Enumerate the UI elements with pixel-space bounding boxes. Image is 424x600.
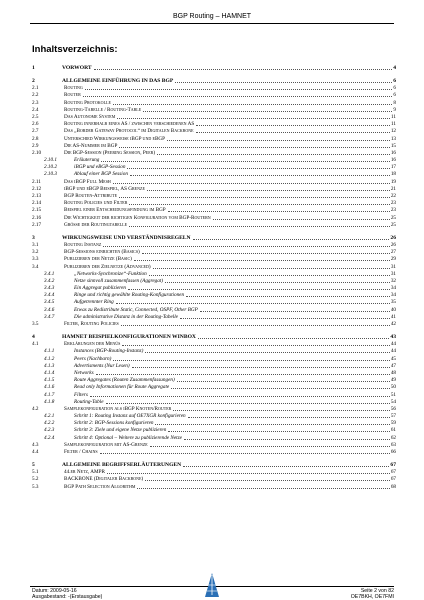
toc-entry-label: Die administrative Distanz in der Routing-Tabelle [74,313,178,320]
toc-entry-label: Routing-Table [74,398,104,405]
toc-entry-page: 57 [390,413,396,420]
toc-leader-dots [130,175,390,176]
toc-entry-number: 4.1.6 [44,384,55,391]
toc-entry-number: 4.1 [32,341,39,348]
toc-entry-page: 42 [390,321,396,327]
toc-leader-dots [119,197,390,198]
toc-leader-dots [196,125,390,126]
toc-entry[interactable] [32,62,396,72]
toc-entry-page: 23 [390,207,396,214]
toc-entry[interactable] [32,314,396,321]
toc-entry-label: Grösse der Routingtabelle [64,221,128,228]
toc-entry-page: 6 [393,92,396,99]
toc-entry-number: 2.10.3 [44,171,57,178]
toc-entry-page: 40 [390,306,396,313]
toc-entry-number: 4.1.8 [44,398,55,405]
toc-entry-number: 2.5 [32,113,39,120]
toc-entry-label: Route Aggregates (Routen Zusammenfassungen) [74,377,175,384]
toc-entry-label: Das „Border Gateway Protocol“ im Digitalen Backbone [64,128,194,135]
toc-entry-label: Routing-Tabelle / Routing-Table [64,106,142,113]
toc-leader-dots [168,211,390,212]
toc-leader-dots [193,239,390,240]
toc-leader-dots [100,453,390,454]
toc-entry-page: 16 [390,149,396,156]
toc-entry-number: 4.2.2 [44,420,55,427]
toc-leader-dots [113,104,393,105]
header-rule [30,23,394,24]
toc-entry-number: 4.1.1 [44,348,55,355]
toc-entry-label: Filter, Routing Policies [64,321,119,327]
toc-entry-page: 4 [393,65,396,71]
toc-leader-dots [153,268,390,269]
toc-entry-number: 4.2.3 [44,427,55,434]
toc-entry-number: 2.10 [32,149,42,156]
hamnet-logo-icon [205,573,219,597]
toc-leader-dots [119,147,389,148]
toc-entry-label: BGP-Sessions einrichten (Basics) [64,249,140,256]
toc-entry-page: 27 [390,249,396,256]
toc-entry-label: Schritt 1: Routing Instanz auf OE7XGR konfigurieren [74,413,186,420]
toc-entry-number: 3 [32,234,35,241]
toc-entry-number: 3.1 [32,241,39,248]
toc-entry-label: Etwas zu Redistribute Static, Connected, OSPF, Other BGP [74,306,198,313]
toc-leader-dots [168,431,390,432]
toc-entry-page: 62 [390,434,396,441]
toc-leader-dots [188,417,390,418]
toc-entry-page: 34 [390,285,396,292]
toc-leader-dots [180,318,390,319]
footer-right [351,588,394,600]
toc-entry-number: 4 [32,334,35,340]
toc-leader-dots [143,111,392,112]
toc-entry-page: 41 [390,313,396,320]
toc-entry-label: Das iBGP Full Mesh [64,178,111,185]
toc-leader-dots [117,118,390,119]
toc-entry-number: 2.1 [32,85,39,92]
toc-entry-number: 2.4 [32,106,39,113]
toc-entry-label: Die AS-Nummer im BGP [64,142,118,149]
toc-entry[interactable] [32,271,396,278]
toc-entry-number: 2.3 [32,99,39,106]
toc-leader-dots [186,296,390,297]
toc-leader-dots [145,352,390,353]
toc-entry-page: 61 [390,427,396,434]
toc-entry-page: 16 [390,157,396,164]
toc-leader-dots [94,69,393,70]
toc-entry[interactable] [32,207,396,214]
toc-entry[interactable] [32,200,396,207]
toc-leader-dots [157,154,390,155]
toc-entry-label: HAMNET BEISPIELKONFIGURATIONEN WINBOX [62,334,196,340]
toc-leader-dots [173,410,389,411]
toc-entry-number: 3.4.3 [44,285,55,292]
toc-entry[interactable] [32,128,396,135]
toc-entry-label: Die BGP-Session (Peering Session, Peer) [64,149,156,156]
toc-entry-number: 2.6 [32,121,39,128]
toc-leader-dots [137,488,389,489]
toc-entry[interactable] [32,355,396,362]
toc-leader-dots [127,168,389,169]
toc-entry-label: Publizieren der Zielnetze (Advanced) [64,263,151,270]
toc-entry-page: 11 [391,113,396,120]
toc-leader-dots [113,360,389,361]
toc-leader-dots [107,473,390,474]
toc-leader-dots [196,132,390,133]
toc-entry[interactable] [32,75,396,85]
toc-entry[interactable] [32,193,396,200]
toc-leader-dots [113,183,390,184]
toc-entry-number: 3.4.7 [44,313,55,320]
toc-leader-dots [171,388,390,389]
footer-page-number: Seite 2 von 82 [360,588,394,594]
toc-entry[interactable] [32,285,396,292]
toc-entry[interactable] [32,92,396,99]
toc-entry-page: 44 [390,341,396,348]
toc-leader-dots [150,446,390,447]
toc-entry-label: Unterschied Wirkungsweise iBGP und eBGP [64,135,166,142]
toc-entry-number: 3.4.6 [44,306,55,313]
toc-entry[interactable] [32,99,396,106]
toc-entry[interactable] [32,214,396,221]
toc-leader-dots [183,466,389,467]
toc-entry-number: 4.1.5 [44,377,55,384]
toc-entry-number: 2.13 [32,193,42,199]
toc-entry-label: Erklärungen der Menüs [64,341,121,348]
toc-entry-number: 2.2 [32,92,39,99]
toc-entry-number: 2.11 [32,178,41,185]
toc-entry-page: 48 [390,369,396,376]
toc-leader-dots [142,253,390,254]
footer-authors: OE7BKH, OE7FMI [350,594,394,600]
toc-leader-dots [128,289,390,290]
toc-entry[interactable] [32,459,396,469]
toc-leader-dots [121,325,390,326]
toc-entry-page: 54 [390,398,396,405]
toc-leader-dots [155,424,389,425]
toc-entry-label: Beispiel einer Entscheidungsfindung im BGP [64,207,166,214]
toc-entry[interactable] [32,222,396,229]
toc-entry-number: 1 [32,65,35,71]
toc-entry-label: BGP Path Selection Algorithm [64,483,136,490]
toc-entry-number: 2.14 [32,200,42,207]
toc-entry[interactable] [32,321,396,328]
toc-entry-page: 31 [390,270,396,277]
toc-entry-label: Schritt 3: Ziele und eigene Netze publizieren [74,427,167,434]
toc-entry-number: 2.15 [32,207,42,214]
toc-entry-page: 47 [390,362,396,369]
toc-entry-label: Ein Aggregat publizieren [74,285,126,292]
toc-entry-number: 5.3 [32,483,39,490]
toc-entry-label: Advertisments (Nur Lesen) [74,362,130,369]
toc-entry[interactable] [32,406,396,413]
toc-entry-label: Schritt 2: BGP-Sessions konfigurieren [74,420,154,427]
toc-entry-page: 26 [390,241,396,248]
toc-entry-number: 4.4 [32,449,39,455]
toc-entry-label: Routing [64,85,83,92]
toc-entry-label: Instances (BGP-Routing-Instanz) [74,348,144,355]
toc-entry-page: 67 [390,469,396,476]
toc-entry-page: 63 [390,441,396,448]
footer-edition: Ausgabestand: -(Erstausgabe) [32,594,103,600]
toc-entry-number: 2.12 [32,185,42,192]
toc-entry-label: Routing Instanz [64,241,102,248]
footer-left [32,588,102,600]
toc-entry-number: 3.4.1 [44,270,55,277]
toc-entry-number: 3.5 [32,321,39,327]
toc-entry-page: 23 [390,200,396,207]
toc-entry-label: Ablauf einer BGP Session [74,171,128,178]
toc-entry-page: 22 [390,193,396,199]
toc-entry[interactable] [32,143,396,150]
toc-entry-page: 13 [390,135,396,142]
toc-leader-dots [106,403,390,404]
toc-entry-number: 4.1.7 [44,391,55,398]
toc-leader-dots [103,246,390,247]
toc-entry-label: Routing Policies und Filter [64,200,128,207]
toc-entry-page: 32 [390,277,396,284]
toc-entry-label: ALLGEMEINE BEGRIFFSERLÄUTERUNGEN [62,462,182,468]
toc-entry-page: 66 [390,449,396,455]
toc-entry-label: Schritt 4: Optional – Weitere zu publizierende Netze [74,434,182,441]
page-header: BGP Routing – HAMNET [172,13,252,20]
toc-entry-number: 3.3 [32,256,39,263]
toc-entry-label: Routing innerhalb eines AS / zwischen verschiedenen AS [64,121,195,128]
toc-leader-dots [122,345,389,346]
toc-entry[interactable] [32,256,396,263]
toc-entry[interactable] [32,483,396,490]
toc-entry-number: 5 [32,462,35,468]
toc-entry-number: 4.1.2 [44,355,55,362]
toc-entry[interactable] [32,449,396,456]
toc-entry-page: 31 [390,263,396,270]
toc-entry-label: Erläuterung [74,157,100,164]
toc-entry[interactable] [32,391,396,398]
toc-entry-number: 3.4.5 [44,299,55,306]
toc-entry-page: 43 [390,334,396,340]
toc-entry-number: 5.2 [32,476,39,483]
toc-entry-number: 2 [32,78,35,84]
toc-entry-page: 67 [390,462,396,468]
toc-entry-number: 3.2 [32,249,39,256]
toc-entry-number: 4.3 [32,441,39,448]
toc-entry-page: 35 [390,299,396,306]
toc-entry-number: 4.2 [32,405,39,412]
toc-entry-page: 56 [390,405,396,412]
toc-leader-dots [149,275,390,276]
toc-entry-label: WIRKUNGSWEISE UND VERSTÄNDNISREGELN [62,234,191,241]
toc-entry[interactable] [32,331,396,341]
toc-entry-number: 4.1.3 [44,362,55,369]
toc-entry-label: Samplekonfiguration als iBGP Knoten/Router [64,405,172,412]
toc-entry-page: 59 [390,420,396,427]
toc-entry-number: 3.4 [32,263,39,270]
toc-entry-number: 2.10.2 [44,164,57,171]
toc-entry-label: Routing Protokolle [64,99,111,106]
toc-entry-page: 25 [390,221,396,228]
toc-entry-page: 6 [393,78,396,84]
toc-leader-dots [200,311,390,312]
toc-entry-number: 3.4.4 [44,292,55,299]
toc-entry-label: „Networks-Synchronize“-Funktion [74,270,147,277]
toc-entry-page: 44 [390,348,396,355]
toc-entry-label: Netze sinnvoll zusammenfassen (Aggregat) [74,277,163,284]
toc-entry-number: 4.2.4 [44,434,55,441]
toc-entry-number: 2.16 [32,214,42,221]
toc-entry[interactable] [32,135,396,142]
footer-date: Datum: 2009-05-16 [32,588,77,594]
toc-entry-number: 2.9 [32,142,39,149]
toc-entry[interactable] [32,157,396,164]
toc-entry-page: 15 [390,142,396,149]
toc-entry-label: Read only Informationen für Route Aggregate [74,384,170,391]
toc-leader-dots [167,140,390,141]
toc-entry-label: ALLGEMEINE EINFÜHRUNG IN DAS BGP [62,78,174,84]
toc-entry-page: 29 [390,256,396,263]
table-of-contents [32,62,396,491]
toc-entry[interactable] [32,476,396,483]
toc-entry-page: 12 [390,128,396,135]
toc-entry[interactable] [32,150,396,157]
toc-entry[interactable] [32,299,396,306]
toc-entry-label: Peers (Nachbarn) [74,355,112,362]
toc-leader-dots [83,96,393,97]
toc-entry-page: 18 [390,171,396,178]
toc-entry-number: 5.1 [32,469,39,476]
toc-entry-number: 2.8 [32,135,39,142]
toc-entry[interactable] [32,232,396,242]
toc-entry-label: BGP Routen-Attribute [64,193,118,199]
toc-entry[interactable] [32,85,396,92]
toc-entry[interactable] [32,370,396,377]
toc-entry-number: 4.1.4 [44,369,55,376]
toc-leader-dots [132,367,390,368]
toc-entry[interactable] [32,242,396,249]
toc-leader-dots [145,480,390,481]
toc-entry-label: Filter / Chains [64,449,98,455]
toc-entry[interactable] [32,171,396,178]
toc-leader-dots [175,82,392,83]
toc-entry[interactable] [32,186,396,193]
toc-entry[interactable] [32,420,396,427]
toc-entry[interactable] [32,107,396,114]
toc-entry[interactable] [32,114,396,121]
toc-entry-page: 8 [393,99,396,106]
toc-title: Inhaltsverzeichnis: [32,44,118,55]
toc-entry-label: Die Wichtigkeit der richtigen Konfiguration vom BGP-Routern [64,214,211,221]
toc-leader-dots [184,439,390,440]
toc-entry[interactable] [32,427,396,434]
toc-entry-label: Router [64,92,81,99]
toc-entry-page: 49 [390,377,396,384]
toc-entry-page: 45 [390,355,396,362]
toc-entry[interactable] [32,399,396,406]
toc-entry[interactable] [32,384,396,391]
toc-entry-label: VORWORT [62,65,92,71]
toc-entry[interactable] [32,278,396,285]
toc-entry-page: 25 [390,214,396,221]
toc-entry[interactable] [32,178,396,185]
toc-entry-label: Networks [74,369,94,376]
toc-entry-label: iBGP und eBGP Beispiel, AS Grenze [64,185,145,192]
toc-entry-number: 2.7 [32,128,39,135]
toc-entry-page: 9 [393,106,396,113]
toc-entry[interactable] [32,306,396,313]
toc-entry-number: 4.2.1 [44,413,55,420]
toc-entry-page: 51 [390,391,396,398]
toc-entry-label: 44.er Netz, AMPR [64,469,105,476]
toc-leader-dots [134,260,390,261]
toc-leader-dots [198,338,389,339]
toc-entry-label: BACKBONE (Digitaler Backbone) [64,476,144,483]
toc-entry[interactable] [32,434,396,441]
toc-entry-label: Das Autonome System [64,113,116,120]
toc-leader-dots [116,303,390,304]
toc-entry-page: 34 [390,292,396,299]
toc-entry-number: 2.10.1 [44,157,57,164]
toc-leader-dots [165,282,390,283]
toc-entry-page: 6 [393,85,396,92]
toc-leader-dots [90,396,390,397]
toc-entry[interactable] [32,442,396,449]
toc-entry-label: Aufgetrennter Ring [74,299,114,306]
toc-entry-page: 21 [390,185,396,192]
toc-entry-page: 17 [390,164,396,171]
toc-entry-page: 50 [390,384,396,391]
toc-leader-dots [101,161,389,162]
toc-leader-dots [177,381,390,382]
toc-leader-dots [129,204,389,205]
toc-entry-label: iBGP und eBGP-Session [74,164,126,171]
toc-entry-page: 68 [390,483,396,490]
toc-entry-page: 11 [391,121,396,128]
toc-entry-page: 67 [390,476,396,483]
toc-entry-label: Publizieren der Netze (Basic) [64,256,132,263]
toc-leader-dots [129,226,390,227]
toc-entry-number: 3.4.2 [44,277,55,284]
toc-entry-page: 19 [390,178,396,185]
toc-leader-dots [213,219,390,220]
toc-leader-dots [85,89,393,90]
toc-leader-dots [147,190,390,191]
toc-entry-label: Samplekonfiguration mit AS-Grenze [64,441,148,448]
toc-entry[interactable] [32,413,396,420]
toc-leader-dots [96,374,390,375]
toc-entry-label: Filters [74,391,88,398]
toc-entry[interactable] [32,263,396,270]
toc-entry[interactable] [32,348,396,355]
toc-entry-label: Ringe und richtig gewählte Routing-Konfigurationen [74,292,185,299]
toc-entry-page: 26 [390,234,396,241]
toc-entry-number: 2.17 [32,221,42,228]
toc-entry[interactable] [32,363,396,370]
